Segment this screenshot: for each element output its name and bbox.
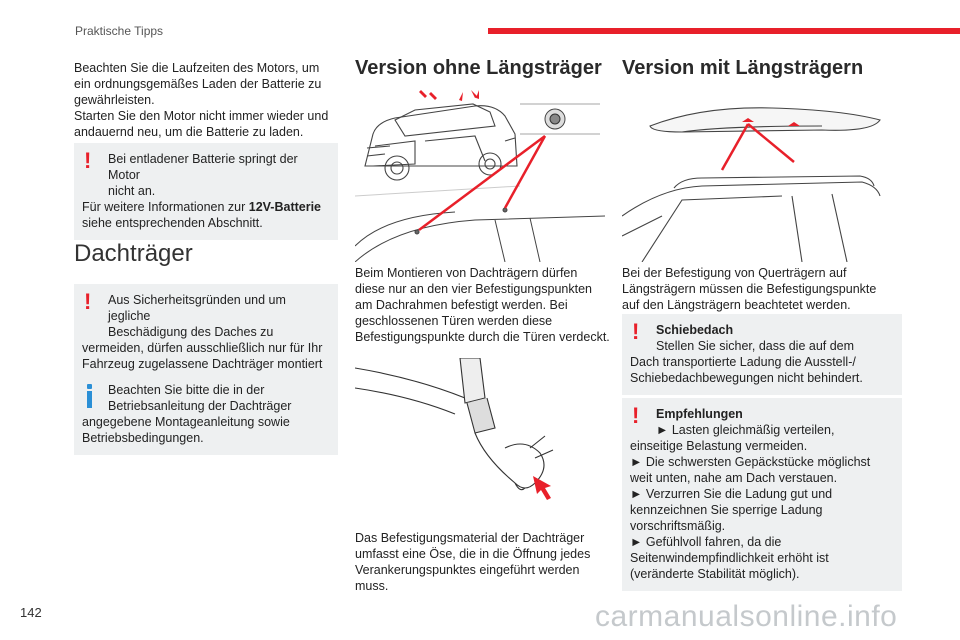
- text-line: auf den Längsträgern beachtetet werden.: [622, 298, 851, 312]
- car-with-rails-illustration: [622, 96, 887, 262]
- page-number: 142: [20, 605, 42, 620]
- text-line: umfasst eine Öse, die in die Öffnung jedes: [355, 547, 591, 561]
- text-line: Betriebsanleitung der Dachträger: [108, 399, 292, 413]
- section-title-mit-laengstraegern: Version mit Längsträgern: [622, 57, 864, 79]
- text-line: Beim Montieren von Dachträgern dürfen: [355, 266, 578, 280]
- warning-icon: !: [632, 403, 640, 428]
- text-line: Bei der Befestigung von Querträgern auf: [622, 266, 847, 280]
- text-line: vorschriftsmäßig.: [630, 519, 726, 533]
- text-line: ► Lasten gleichmäßig verteilen,: [656, 423, 835, 437]
- text-line: vermeiden, dürfen ausschließlich nur für Ihr: [82, 341, 323, 355]
- text-line: Beachten Sie bitte die in der: [108, 383, 265, 397]
- text-line: Starten Sie den Motor nicht immer wieder und: [74, 109, 329, 123]
- text-line: Stellen Sie sicher, dass die auf dem: [656, 339, 855, 353]
- warning-box-recommendations: [622, 398, 902, 591]
- text-line: Verankerungspunktes eingeführt werden muss.: [355, 563, 580, 593]
- text-line: angegebene Montageanleitung sowie: [82, 415, 290, 429]
- text-line: [82, 199, 330, 215]
- text-line: weit unten, nahe am Dach verstauen.: [630, 471, 838, 485]
- warning-box-battery: [74, 143, 338, 240]
- fastening-eyelet-illustration: [355, 358, 605, 518]
- info-box-instructions: [74, 374, 338, 455]
- text-line: Beschädigung des Daches zu: [108, 325, 274, 339]
- text-line: Bei entladener Batterie springt der Motor: [108, 152, 298, 182]
- text-line: Seitenwindempfindlichkeit erhöht ist: [630, 551, 829, 565]
- text-line: siehe entsprechenden Abschnitt.: [82, 216, 263, 230]
- battery-link-text: 12V-Batterie: [248, 200, 322, 214]
- warning-icon: !: [632, 319, 640, 344]
- warning-title: [630, 322, 894, 338]
- warning-title: [630, 406, 894, 422]
- text-line: Schiebedachbewegungen nicht behindert.: [630, 371, 863, 385]
- intro-paragraph: [74, 60, 338, 140]
- text-line: nicht an.: [108, 184, 156, 198]
- warning-title-text: Schiebedach: [656, 323, 734, 337]
- text-line: Dach transportierte Ladung die Ausstell-/: [630, 355, 856, 369]
- text-line: Das Befestigungsmaterial der Dachträger: [355, 531, 585, 545]
- text-line: Längsträgern müssen die Befestigungspunkte: [622, 282, 877, 296]
- info-icon: [87, 384, 92, 408]
- paragraph-crossbars: [622, 265, 902, 313]
- text-line: Fahrzeug zugelassene Dachträger montiert: [82, 357, 323, 371]
- warning-title-text: Empfehlungen: [656, 407, 743, 421]
- text-line: ► Gefühlvoll fahren, da die: [630, 535, 782, 549]
- text-line: einseitige Belastung vermeiden.: [630, 439, 808, 453]
- text-line: gewährleisten.: [74, 93, 155, 107]
- section-title-dachtraeger: Dachträger: [74, 240, 193, 267]
- paragraph-mounting: [355, 265, 611, 345]
- text-line: ein ordnungsgemäßes Laden der Batterie zu: [74, 77, 322, 91]
- paragraph-eyelet: [355, 530, 611, 594]
- section-title-ohne-laengstraeger: Version ohne Längsträger: [355, 57, 602, 79]
- warning-icon: !: [84, 148, 92, 173]
- text-line: ► Verzurren Sie die Ladung gut und: [630, 487, 833, 501]
- car-without-rails-illustration: [355, 86, 605, 262]
- text-line: kennzeichnen Sie sperrige Ladung: [630, 503, 823, 517]
- text-span: Für weitere Informationen zur: [82, 200, 249, 214]
- text-line: geschlossenen Türen werden diese: [355, 314, 553, 328]
- header-accent-bar: [488, 28, 960, 34]
- text-line: (veränderte Stabilität möglich).: [630, 567, 800, 581]
- text-line: ► Die schwersten Gepäckstücke möglichst: [630, 455, 871, 469]
- text-line: Befestigungspunkte durch die Türen verdeckt.: [355, 330, 610, 344]
- text-line: am Dachrahmen befestigt werden. Bei: [355, 298, 568, 312]
- warning-icon: !: [84, 289, 92, 314]
- text-line: Betriebsbedingungen.: [82, 431, 204, 445]
- running-header: Praktische Tipps: [75, 24, 164, 38]
- text-line: diese nur an den vier Befestigungspunkten: [355, 282, 592, 296]
- watermark: carmanualsonline.info: [595, 600, 898, 633]
- text-line: andauernd neu, um die Batterie zu laden.: [74, 125, 304, 139]
- warning-box-sunroof: [622, 314, 902, 395]
- text-line: Aus Sicherheitsgründen und um jegliche: [108, 293, 286, 323]
- text-line: Beachten Sie die Laufzeiten des Motors, um: [74, 61, 320, 75]
